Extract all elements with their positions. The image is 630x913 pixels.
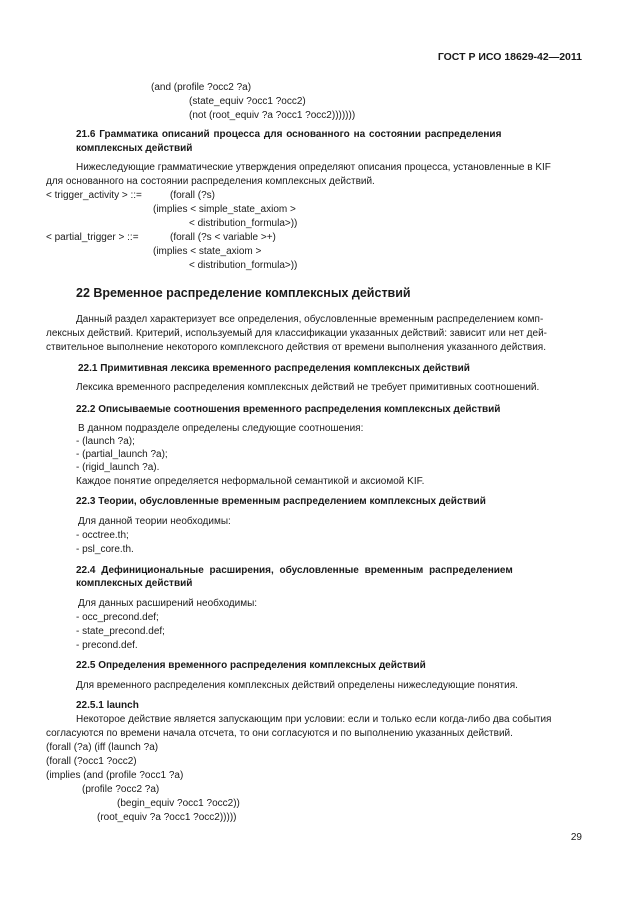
grammar-line: < trigger_activity > ::= [46, 190, 142, 201]
list-item: - occtree.th; [76, 530, 129, 541]
subsection-heading-21-6-cont: комплексных действий [76, 143, 193, 154]
list-item: - (partial_launch ?a); [76, 449, 168, 460]
list-item: - precond.def. [76, 640, 138, 651]
code-line: (state_equiv ?occ1 ?occ2) [189, 96, 306, 107]
subsection-heading-21-6: 21.6 Грамматика описаний процесса для основанного на состоянии распределения [76, 129, 502, 140]
paragraph-line: Для временного распределения комплексных действий определены нижеследующие понятия. [76, 680, 518, 691]
code-line: (forall (?occ1 ?occ2) [46, 756, 137, 767]
grammar-line: < distribution_formula>)) [189, 260, 298, 271]
paragraph-line: Некоторое действие является запускающим при условии: если и только если когда-либо два события [76, 714, 552, 725]
code-line: (not (root_equiv ?a ?occ1 ?occ2))))))) [189, 110, 356, 121]
list-item: - (launch ?a); [76, 436, 135, 447]
code-line: (implies (and (profile ?occ1 ?a) [46, 770, 184, 781]
grammar-line: < distribution_formula>)) [189, 218, 298, 229]
page-number: 29 [570, 832, 582, 843]
paragraph-line: согласуются по времени начала отсчета, то они согласуются и по выполнению указанных действий. [46, 728, 513, 739]
paragraph-line: Каждое понятие определяется неформальной семантикой и аксиомой KIF. [76, 476, 425, 487]
paragraph-line: Нижеследующие грамматические утверждения определяют описания процесса, установленные в KIF [76, 162, 551, 173]
document-number: ГОСТ Р ИСО 18629-42—2011 [437, 51, 582, 63]
grammar-line: (implies < simple_state_axiom > [153, 204, 296, 215]
list-item: - state_precond.def; [76, 626, 165, 637]
list-item: - (rigid_launch ?a). [76, 462, 160, 473]
paragraph-line: ствительное выполнение некоторого комплексного действия от времени выполнения указанного действия. [46, 342, 546, 353]
subsection-heading-22-3: 22.3 Теории, обусловленные временным распределением комплексных действий [76, 496, 486, 507]
paragraph-line: Данный раздел характеризует все определения, обусловленные временным распределением комп- [76, 314, 544, 325]
paragraph-line: В данном подразделе определены следующие соотношения: [78, 423, 364, 434]
code-line: (forall (?a) (iff (launch ?a) [46, 742, 159, 753]
paragraph-line: Лексика временного распределения комплексных действий не требует примитивных соотношений. [76, 382, 540, 393]
subsection-heading-22-4-cont: комплексных действий [76, 578, 193, 589]
paragraph-line: Для данных расширений необходимы: [78, 598, 258, 609]
code-line: (and (profile ?occ2 ?a) [151, 82, 252, 93]
grammar-line: < partial_trigger > ::= [46, 232, 139, 243]
paragraph-line: лексных действий. Критерий, используемый для классификации указанных действий: зависит или нет дей- [46, 328, 547, 339]
code-line: (profile ?occ2 ?a) [82, 784, 160, 795]
code-line: (root_equiv ?a ?occ1 ?occ2))))) [97, 812, 237, 823]
subsection-heading-22-5-1: 22.5.1 launch [76, 700, 139, 711]
paragraph-line: для основанного на состоянии распределения комплексных действий. [46, 176, 375, 187]
subsection-heading-22-2: 22.2 Описываемые соотношения временного распределения комплексных действий [76, 404, 501, 415]
paragraph-line: Для данной теории необходимы: [78, 516, 231, 527]
grammar-line: (implies < state_axiom > [153, 246, 262, 257]
list-item: - occ_precond.def; [76, 612, 159, 623]
subsection-heading-22-1: 22.1 Примитивная лексика временного распределения комплексных действий [78, 363, 470, 374]
subsection-heading-22-4: 22.4 Дефинициональные расширения, обусловленные временным распределением [76, 565, 513, 576]
code-line: (begin_equiv ?occ1 ?occ2)) [117, 798, 240, 809]
section-heading-22: 22 Временное распределение комплексных действий [76, 286, 411, 300]
grammar-line: (forall (?s < variable >+) [170, 232, 276, 243]
list-item: - psl_core.th. [76, 544, 134, 555]
subsection-heading-22-5: 22.5 Определения временного распределения комплексных действий [76, 660, 426, 671]
grammar-line: (forall (?s) [170, 190, 216, 201]
